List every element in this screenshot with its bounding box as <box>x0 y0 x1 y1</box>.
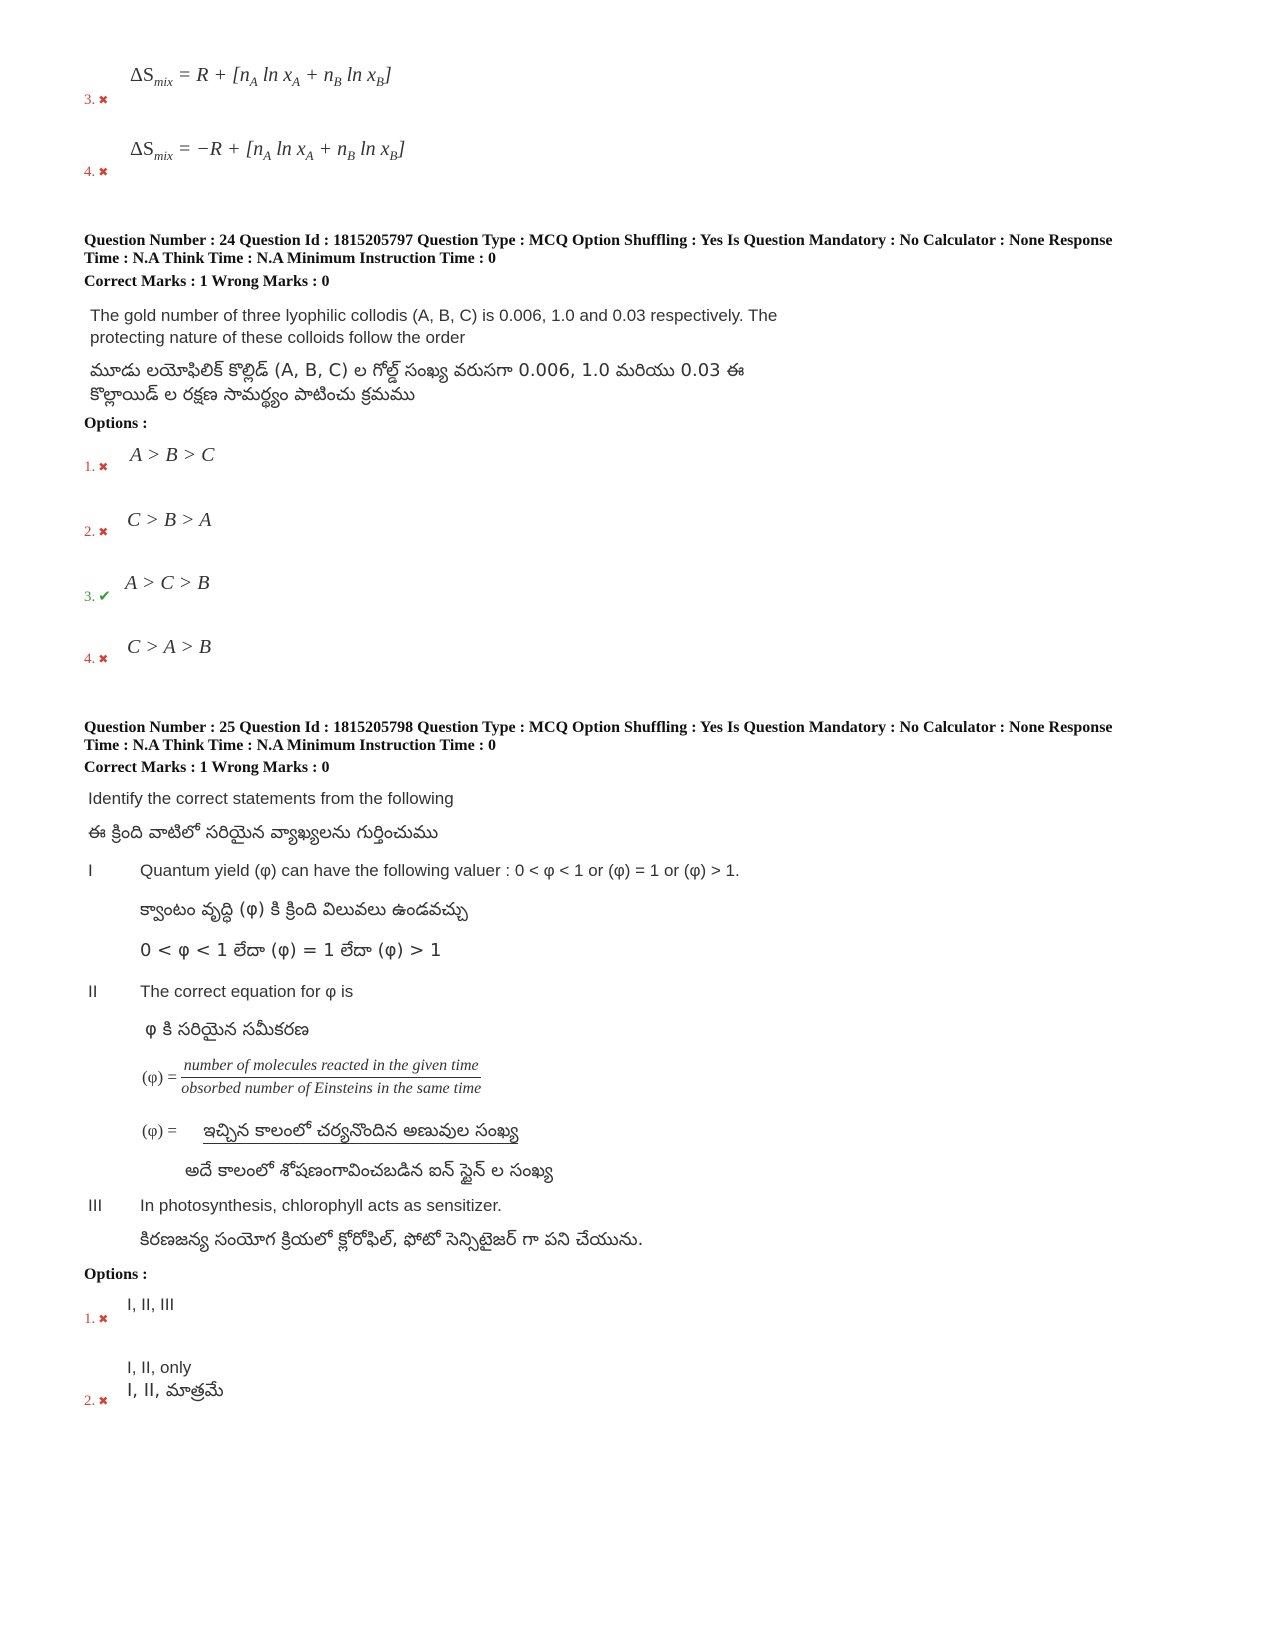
q25-intro-te: ఈ క్రింది వాటిలో సరియైన వ్యాఖ్యలను గుర్తించుము <box>88 822 439 843</box>
q25-option-1-number: 1. ✖ <box>84 1311 109 1327</box>
q24-meta-line1: Question Number : 24 Question Id : 1815205797 Question Type : MCQ Option Shuffling : Yes Is Question Mandatory : No Calculator : None Response <box>84 232 1113 249</box>
q25-marks: Correct Marks : 1 Wrong Marks : 0 <box>84 759 330 776</box>
q24-option-1-text[interactable]: A > B > C <box>130 444 215 466</box>
q25-option-2-number: 2. ✖ <box>84 1393 109 1409</box>
q25-stmt3-en: In photosynthesis, chlorophyll acts as sensitizer. <box>140 1196 502 1215</box>
cross-icon: ✖ <box>98 93 109 107</box>
q25-phi-equation-te: (φ) = ఇచ్చిన కాలంలో చర్యనొందిన అణువుల సంఖ్య <box>142 1120 518 1145</box>
q25-option-2-text-te[interactable]: I, II, మాత్రమే <box>127 1380 224 1401</box>
cross-icon: ✖ <box>98 1312 109 1326</box>
q25-stmt2-en: The correct equation for φ is <box>140 982 354 1001</box>
q25-intro-en: Identify the correct statements from the following <box>88 789 454 808</box>
q24-option-2-number: 2. ✖ <box>84 524 109 540</box>
prev-option-3-formula: $\Delta S_{mix} = R + [n_A$ $\ln x_A + n_B$ $\ln x_B$] <box>130 64 392 89</box>
q25-stmt1-te-math: 0 < φ < 1 లేదా (φ) = 1 లేదా (φ) > 1 <box>140 940 442 961</box>
prev-option-3-number: 3. ✖ <box>84 92 109 108</box>
cross-icon: ✖ <box>98 165 109 179</box>
q24-question-en-1: The gold number of three lyophilic collodis (A, B, C) is 0.006, 1.0 and 0.03 respectively. The <box>90 306 778 325</box>
q24-question-en-2: protecting nature of these colloids follow the order <box>90 328 466 347</box>
check-icon: ✔ <box>98 589 111 605</box>
phi-te-denominator: అదే కాలంలో శోషణంగావించబడిన ఐన్ స్టైన్ ల సంఖ్య <box>185 1160 554 1181</box>
prev-option-4-number: 4. ✖ <box>84 164 109 180</box>
q25-stmt1-en: Quantum yield (φ) can have the following valuer : 0 < φ < 1 or (φ) = 1 or (φ) > 1. <box>140 861 740 880</box>
q25-stmt2-te: φ కి సరియైన సమీకరణ <box>145 1019 310 1040</box>
q24-option-4-text[interactable]: C > A > B <box>127 636 212 658</box>
q25-option-1-text[interactable]: I, II, III <box>127 1295 175 1314</box>
q25-meta-line2: Time : N.A Think Time : N.A Minimum Instruction Time : 0 <box>84 737 497 754</box>
q25-stmt1-label: I <box>88 861 93 880</box>
cross-icon: ✖ <box>98 1394 109 1408</box>
q24-option-1-number: 1. ✖ <box>84 459 109 475</box>
q24-meta-line2: Time : N.A Think Time : N.A Minimum Instruction Time : 0 <box>84 250 497 267</box>
q25-options-label: Options : <box>84 1266 148 1283</box>
q24-question-te-1: మూడు లయోఫిలిక్ కొల్లిడ్ (A, B, C) ల గోల్డ్ సంఖ్య వరుసగా 0.006, 1.0 మరియు 0.03 ఈ <box>90 360 745 381</box>
q25-stmt3-te: కిరణజన్య సంయోగ క్రియలో క్లోరోఫిల్, ఫోటో సెన్సిటైజర్ గా పని చేయును. <box>140 1229 644 1250</box>
q25-stmt1-te: క్వాంటం వృద్ధి (φ) కి క్రింది విలువలు ఉండవచ్చు <box>140 899 468 920</box>
q24-option-3-number: 3. ✔ <box>84 589 111 605</box>
q24-option-4-number: 4. ✖ <box>84 651 109 667</box>
q24-option-3-text[interactable]: A > C > B <box>125 572 210 594</box>
prev-option-4-formula: $\Delta S_{mix} = -R + [n_A$ $\ln x_A + n_B$ $\ln x_B$] <box>130 138 406 163</box>
q25-stmt2-label: II <box>88 982 98 1001</box>
q24-option-2-text[interactable]: C > B > A <box>127 509 212 531</box>
q24-question-te-2: కొల్లాయిడ్ ల రక్షణ సామర్థ్యం పాటించు క్రమము <box>90 384 416 405</box>
phi-fraction <box>181 1057 481 1098</box>
phi-te-numerator: ఇచ్చిన కాలంలో చర్యనొందిన అణువుల సంఖ్య <box>203 1120 518 1144</box>
q25-stmt3-label: III <box>88 1196 103 1215</box>
q25-meta-line1: Question Number : 25 Question Id : 1815205798 Question Type : MCQ Option Shuffling : Yes Is Question Mandatory : No Calculator : None Response <box>84 719 1113 736</box>
q25-phi-equation: (φ) = $\frac{\text{number of molecules reacted in the given time}}{\text{obsorbed number of Einsteins in the same time}}$ <box>142 1057 482 1097</box>
cross-icon: ✖ <box>98 652 109 666</box>
cross-icon: ✖ <box>98 460 109 474</box>
q24-options-label: Options : <box>84 415 148 432</box>
q24-marks: Correct Marks : 1 Wrong Marks : 0 <box>84 273 330 290</box>
phi-denominator: obsorbed number of Einsteins in the same time <box>181 1080 482 1097</box>
q25-option-2-text[interactable]: I, II, only <box>127 1358 192 1377</box>
cross-icon: ✖ <box>98 525 109 539</box>
phi-numerator: number of molecules reacted in the given time <box>181 1057 481 1078</box>
